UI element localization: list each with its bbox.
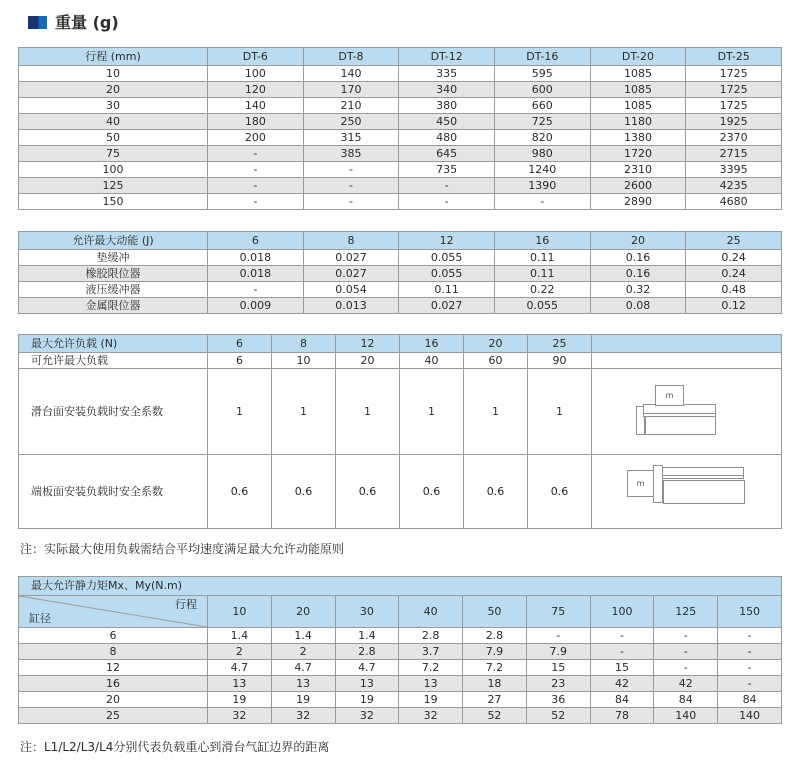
diagram-cell xyxy=(592,454,782,528)
data-cell: 0.11 xyxy=(494,249,590,265)
data-cell: 18 xyxy=(463,676,527,692)
data-cell: 19 xyxy=(271,692,335,708)
data-cell: 820 xyxy=(494,129,590,145)
data-cell: 140 xyxy=(303,65,399,81)
distance-note: 注：L1/L2/L3/L4分别代表负载重心到滑台气缸边界的距离 xyxy=(20,740,330,755)
weight-table-header-row xyxy=(19,47,782,65)
table-row xyxy=(19,129,782,145)
table-row xyxy=(19,65,782,81)
moment-table-header-row xyxy=(19,596,782,628)
data-cell: 13 xyxy=(399,676,463,692)
mass-block: m xyxy=(627,470,654,497)
data-cell: 4235 xyxy=(686,177,782,193)
table-row xyxy=(19,644,782,660)
data-cell: 385 xyxy=(303,145,399,161)
data-cell: 645 xyxy=(399,145,495,161)
row-label: 125 xyxy=(19,177,208,193)
data-cell: 0.12 xyxy=(686,297,782,313)
data-cell: 380 xyxy=(399,97,495,113)
col-header: 20 xyxy=(590,231,686,249)
data-cell: 6 xyxy=(208,352,272,368)
data-cell: 0.22 xyxy=(494,281,590,297)
data-cell: 1390 xyxy=(494,177,590,193)
table-row xyxy=(19,81,782,97)
data-cell: 2.8 xyxy=(335,644,399,660)
data-cell: 52 xyxy=(463,708,527,724)
data-cell: 36 xyxy=(526,692,590,708)
data-cell: 2.8 xyxy=(463,628,527,644)
data-cell: 4.7 xyxy=(335,660,399,676)
data-cell: 1 xyxy=(272,368,336,454)
table-row xyxy=(19,454,782,528)
data-cell: - xyxy=(590,628,654,644)
row-label: 液压缓冲器 xyxy=(19,281,208,297)
section-marker-icon xyxy=(28,16,47,29)
data-cell: 180 xyxy=(208,113,304,129)
col-header: 40 xyxy=(399,596,463,628)
data-cell: 4680 xyxy=(686,193,782,209)
data-cell: - xyxy=(718,676,782,692)
kinetic-note: 注：实际最大使用负载需结合平均速度满足最大允许动能原则 xyxy=(20,541,345,556)
table-title-cell: 行程 (mm) xyxy=(19,47,208,65)
table-title-cell: 最大允许静力矩Mx、My(N.m) xyxy=(19,577,782,596)
table-title-cell: 允许最大动能 (J) xyxy=(19,231,208,249)
data-cell: 1240 xyxy=(494,161,590,177)
data-cell: - xyxy=(654,628,718,644)
data-cell: 0.16 xyxy=(590,249,686,265)
table-row xyxy=(19,161,782,177)
data-cell: 10 xyxy=(272,352,336,368)
data-cell: 7.9 xyxy=(463,644,527,660)
row-label: 滑台面安装负载时安全系数 xyxy=(19,368,208,454)
col-header: 125 xyxy=(654,596,718,628)
col-header: 100 xyxy=(590,596,654,628)
data-cell: 0.027 xyxy=(303,265,399,281)
data-cell: 2 xyxy=(271,644,335,660)
row-label: 端板面安装负载时安全系数 xyxy=(19,454,208,528)
data-cell: 1725 xyxy=(686,97,782,113)
col-header: DT-6 xyxy=(208,47,304,65)
data-cell: 0.009 xyxy=(208,297,304,313)
table-row xyxy=(19,628,782,644)
energy-table-header-row xyxy=(19,231,782,249)
data-cell: - xyxy=(208,281,304,297)
data-cell: 595 xyxy=(494,65,590,81)
table-row xyxy=(19,708,782,724)
diagram-cell xyxy=(592,368,782,454)
data-cell: 0.08 xyxy=(590,297,686,313)
data-cell: 90 xyxy=(528,352,592,368)
data-cell: - xyxy=(208,177,304,193)
row-label: 20 xyxy=(19,692,208,708)
data-cell: 2.8 xyxy=(399,628,463,644)
data-cell: 0.018 xyxy=(208,265,304,281)
data-cell: 200 xyxy=(208,129,304,145)
diagonal-corner-cell xyxy=(19,596,208,628)
corner-label-stroke: 行程 xyxy=(175,598,197,612)
data-cell: 340 xyxy=(399,81,495,97)
data-cell: - xyxy=(526,628,590,644)
col-header: 6 xyxy=(208,334,272,352)
data-cell: 20 xyxy=(336,352,400,368)
col-header: 16 xyxy=(400,334,464,352)
data-cell: - xyxy=(208,161,304,177)
slide-table-mount-diagram xyxy=(636,385,737,437)
col-header: DT-8 xyxy=(303,47,399,65)
data-cell: 0.6 xyxy=(464,454,528,528)
data-cell: 32 xyxy=(335,708,399,724)
row-label: 可允许最大负载 xyxy=(19,352,208,368)
data-cell: 32 xyxy=(208,708,272,724)
data-cell: 84 xyxy=(590,692,654,708)
corner-label-bore: 缸径 xyxy=(29,612,51,626)
moment-table xyxy=(18,576,782,724)
data-cell: - xyxy=(399,177,495,193)
row-label: 16 xyxy=(19,676,208,692)
row-label: 10 xyxy=(19,65,208,81)
data-cell: 140 xyxy=(654,708,718,724)
data-cell: 170 xyxy=(303,81,399,97)
table-row xyxy=(19,692,782,708)
col-header: 150 xyxy=(718,596,782,628)
data-cell: 140 xyxy=(718,708,782,724)
row-label: 50 xyxy=(19,129,208,145)
page-title: 重量 (g) xyxy=(55,13,119,32)
col-header: DT-20 xyxy=(590,47,686,65)
data-cell: 0.11 xyxy=(494,265,590,281)
data-cell: - xyxy=(494,193,590,209)
col-header-empty xyxy=(592,334,782,352)
data-cell: - xyxy=(303,177,399,193)
slide-table xyxy=(662,467,744,479)
data-cell: 0.24 xyxy=(686,265,782,281)
data-cell: 13 xyxy=(271,676,335,692)
col-header: 50 xyxy=(463,596,527,628)
end-plate-mount-diagram xyxy=(627,465,746,517)
data-cell: 0.6 xyxy=(336,454,400,528)
data-cell: 19 xyxy=(399,692,463,708)
data-cell: 42 xyxy=(590,676,654,692)
data-cell: 15 xyxy=(526,660,590,676)
col-header: 10 xyxy=(208,596,272,628)
data-cell: 1 xyxy=(464,368,528,454)
data-cell: 0.11 xyxy=(399,281,495,297)
data-cell: 1720 xyxy=(590,145,686,161)
data-cell: 27 xyxy=(463,692,527,708)
data-cell: 23 xyxy=(526,676,590,692)
table-row xyxy=(19,265,782,281)
table-row xyxy=(19,177,782,193)
data-cell: 7.2 xyxy=(463,660,527,676)
data-cell: 1.4 xyxy=(335,628,399,644)
data-cell: - xyxy=(303,193,399,209)
data-cell: 2310 xyxy=(590,161,686,177)
data-cell: 42 xyxy=(654,676,718,692)
data-cell: 0.6 xyxy=(400,454,464,528)
data-cell: - xyxy=(590,644,654,660)
data-cell: - xyxy=(208,145,304,161)
table-row xyxy=(19,113,782,129)
data-cell: 19 xyxy=(335,692,399,708)
col-header: 8 xyxy=(272,334,336,352)
data-cell: 660 xyxy=(494,97,590,113)
data-cell: 2 xyxy=(208,644,272,660)
col-header: DT-16 xyxy=(494,47,590,65)
table-row xyxy=(19,97,782,113)
cylinder-body xyxy=(645,416,716,435)
load-table-header-row xyxy=(19,334,782,352)
data-cell: 0.018 xyxy=(208,249,304,265)
data-cell: 2715 xyxy=(686,145,782,161)
data-cell: 60 xyxy=(464,352,528,368)
data-cell: 2600 xyxy=(590,177,686,193)
table-row xyxy=(19,368,782,454)
data-cell: 100 xyxy=(208,65,304,81)
data-cell: - xyxy=(654,644,718,660)
data-cell: 1085 xyxy=(590,97,686,113)
data-cell: 0.6 xyxy=(208,454,272,528)
data-cell: - xyxy=(654,660,718,676)
data-cell: 980 xyxy=(494,145,590,161)
col-header: 12 xyxy=(399,231,495,249)
data-cell: 78 xyxy=(590,708,654,724)
data-cell: 1380 xyxy=(590,129,686,145)
table-row xyxy=(19,145,782,161)
table-row xyxy=(19,352,782,368)
data-cell: - xyxy=(208,193,304,209)
table-row xyxy=(19,281,782,297)
col-header: DT-12 xyxy=(399,47,495,65)
table-row xyxy=(19,676,782,692)
data-cell: 1 xyxy=(336,368,400,454)
data-cell: 2890 xyxy=(590,193,686,209)
data-cell: 0.027 xyxy=(399,297,495,313)
data-cell: 0.6 xyxy=(528,454,592,528)
data-cell: 0.055 xyxy=(399,265,495,281)
data-cell: 735 xyxy=(399,161,495,177)
table-row xyxy=(19,297,782,313)
load-table xyxy=(18,334,782,529)
data-cell: 7.2 xyxy=(399,660,463,676)
mass-block: m xyxy=(655,385,684,406)
empty-cell xyxy=(592,352,782,368)
col-header: 6 xyxy=(208,231,304,249)
data-cell: 84 xyxy=(654,692,718,708)
data-cell: 40 xyxy=(400,352,464,368)
data-cell: 19 xyxy=(208,692,272,708)
data-cell: 3395 xyxy=(686,161,782,177)
data-cell: 1.4 xyxy=(208,628,272,644)
row-label: 30 xyxy=(19,97,208,113)
data-cell: - xyxy=(718,628,782,644)
data-cell: 1 xyxy=(528,368,592,454)
data-cell: 1085 xyxy=(590,65,686,81)
data-cell: 1.4 xyxy=(271,628,335,644)
data-cell: 4.7 xyxy=(271,660,335,676)
row-label: 20 xyxy=(19,81,208,97)
data-cell: 120 xyxy=(208,81,304,97)
col-header: 75 xyxy=(526,596,590,628)
data-cell: 600 xyxy=(494,81,590,97)
data-cell: 0.055 xyxy=(494,297,590,313)
data-cell: - xyxy=(718,644,782,660)
data-cell: 15 xyxy=(590,660,654,676)
data-cell: - xyxy=(303,161,399,177)
data-cell: 0.24 xyxy=(686,249,782,265)
table-row xyxy=(19,660,782,676)
weight-table xyxy=(18,47,782,210)
data-cell: 0.48 xyxy=(686,281,782,297)
row-label: 75 xyxy=(19,145,208,161)
cylinder-body xyxy=(663,480,745,504)
row-label: 40 xyxy=(19,113,208,129)
row-label: 150 xyxy=(19,193,208,209)
data-cell: 1 xyxy=(400,368,464,454)
data-cell: 0.16 xyxy=(590,265,686,281)
row-label: 橡胶限位器 xyxy=(19,265,208,281)
row-label: 金属限位器 xyxy=(19,297,208,313)
moment-table-title-row xyxy=(19,577,782,596)
section-title-row xyxy=(28,14,782,32)
data-cell: 84 xyxy=(718,692,782,708)
data-cell: 0.027 xyxy=(303,249,399,265)
table-row xyxy=(19,193,782,209)
col-header: 20 xyxy=(464,334,528,352)
row-label: 6 xyxy=(19,628,208,644)
col-header: DT-25 xyxy=(686,47,782,65)
row-label: 8 xyxy=(19,644,208,660)
table-title-cell: 最大允许负载 (N) xyxy=(19,334,208,352)
col-header: 30 xyxy=(335,596,399,628)
col-header: 20 xyxy=(271,596,335,628)
data-cell: 725 xyxy=(494,113,590,129)
data-cell: 450 xyxy=(399,113,495,129)
data-cell: 250 xyxy=(303,113,399,129)
col-header: 16 xyxy=(494,231,590,249)
data-cell: 13 xyxy=(335,676,399,692)
data-cell: 0.055 xyxy=(399,249,495,265)
data-cell: 4.7 xyxy=(208,660,272,676)
row-label: 100 xyxy=(19,161,208,177)
table-row xyxy=(19,249,782,265)
data-cell: 0.013 xyxy=(303,297,399,313)
data-cell: 1085 xyxy=(590,81,686,97)
data-cell: 140 xyxy=(208,97,304,113)
data-cell: 1925 xyxy=(686,113,782,129)
data-cell: 3.7 xyxy=(399,644,463,660)
data-cell: 13 xyxy=(208,676,272,692)
col-header: 25 xyxy=(528,334,592,352)
data-cell: 335 xyxy=(399,65,495,81)
data-cell: 210 xyxy=(303,97,399,113)
data-cell: 480 xyxy=(399,129,495,145)
row-label: 25 xyxy=(19,708,208,724)
row-label: 12 xyxy=(19,660,208,676)
data-cell: 1180 xyxy=(590,113,686,129)
data-cell: 1725 xyxy=(686,81,782,97)
data-cell: 315 xyxy=(303,129,399,145)
col-header: 25 xyxy=(686,231,782,249)
data-cell: 1725 xyxy=(686,65,782,81)
col-header: 12 xyxy=(336,334,400,352)
data-cell: 0.6 xyxy=(272,454,336,528)
data-cell: - xyxy=(718,660,782,676)
data-cell: 0.054 xyxy=(303,281,399,297)
data-cell: 2370 xyxy=(686,129,782,145)
data-cell: - xyxy=(399,193,495,209)
data-cell: 32 xyxy=(271,708,335,724)
data-cell: 1 xyxy=(208,368,272,454)
col-header: 8 xyxy=(303,231,399,249)
data-cell: 0.32 xyxy=(590,281,686,297)
energy-table xyxy=(18,231,782,314)
data-cell: 52 xyxy=(526,708,590,724)
data-cell: 32 xyxy=(399,708,463,724)
data-cell: 7.9 xyxy=(526,644,590,660)
row-label: 垫缓冲 xyxy=(19,249,208,265)
